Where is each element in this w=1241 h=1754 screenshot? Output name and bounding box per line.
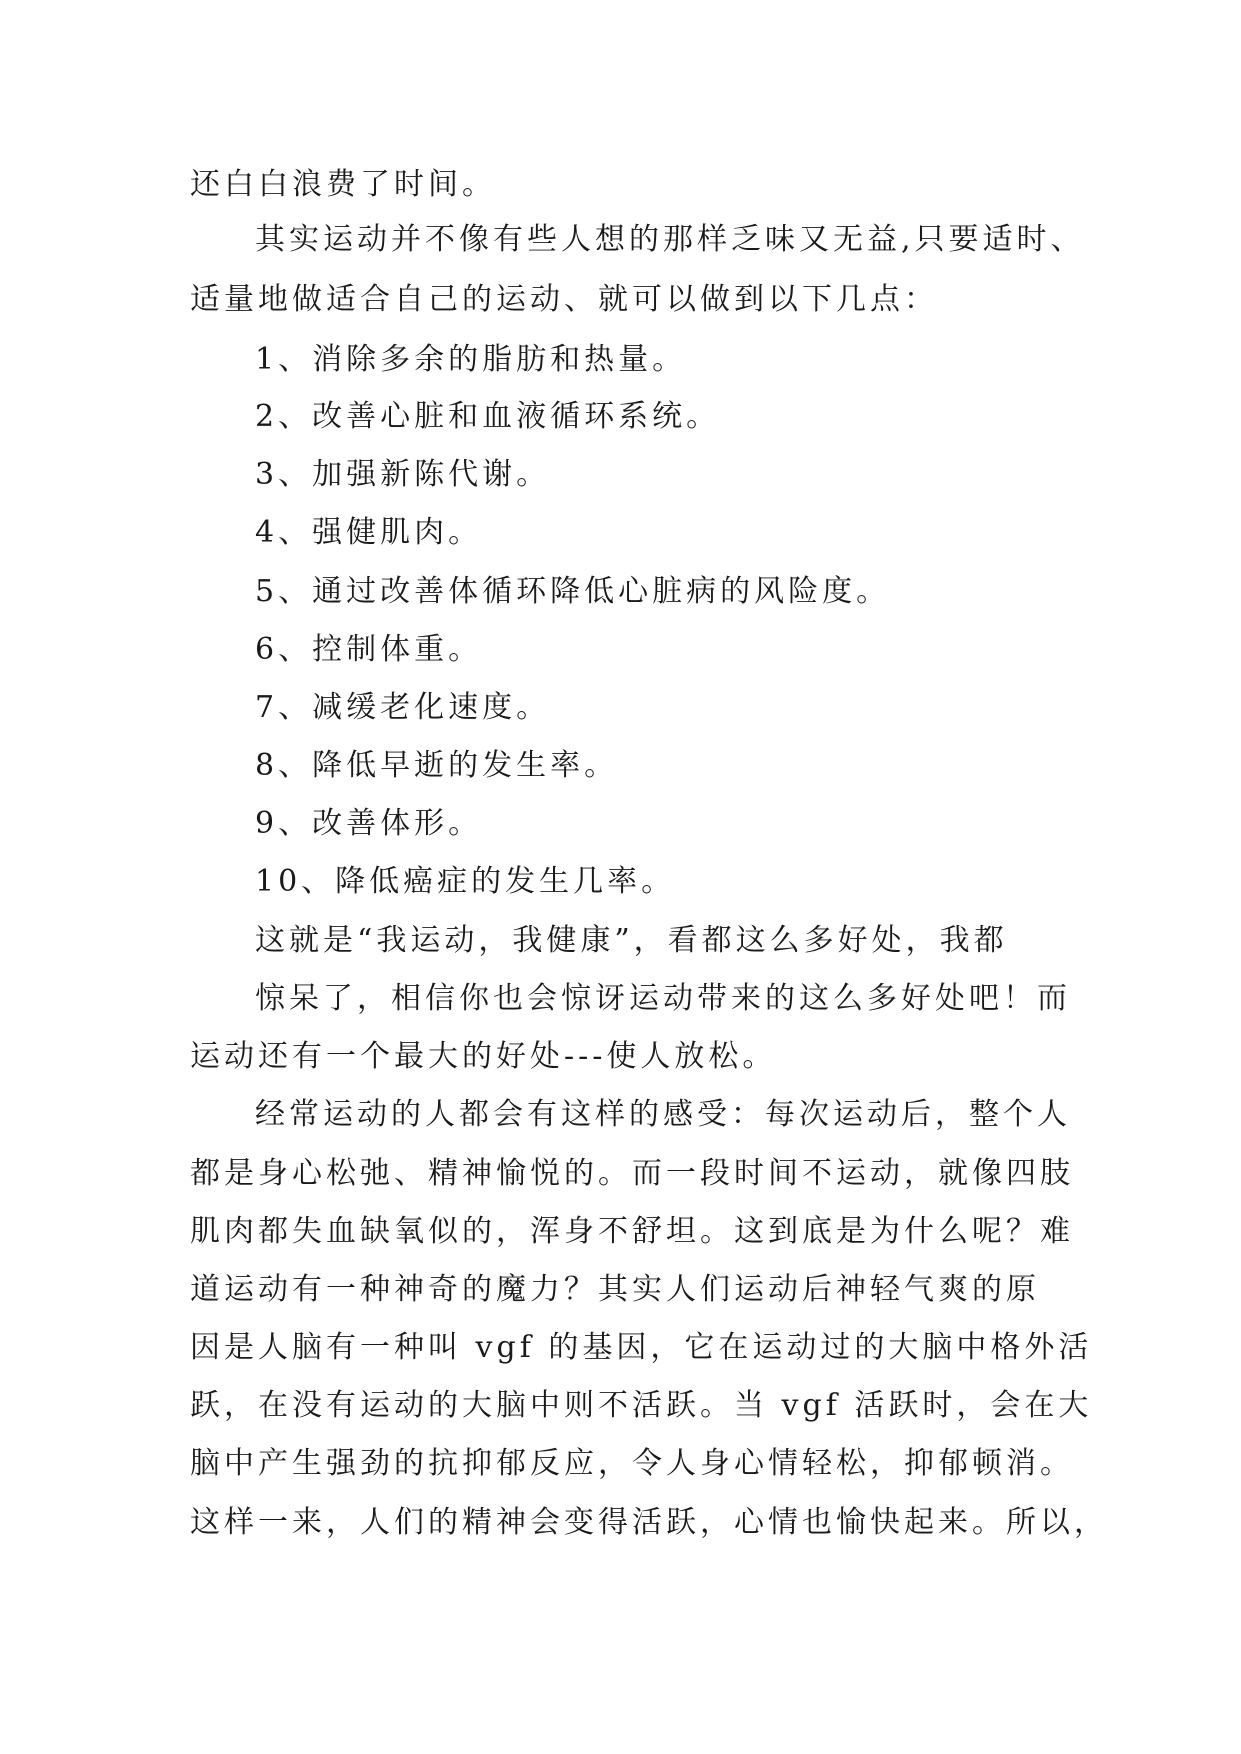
list-item: 9、改善体形。: [255, 806, 483, 841]
text-line: 经常运动的人都会有这样的感受：每次运动后，整个人: [255, 1097, 1071, 1132]
text-line: 这样一来，人们的精神会变得活跃，心情也愉快起来。所以，: [190, 1505, 1108, 1540]
text-line: 运动还有一个最大的好处---使人放松。: [190, 1039, 777, 1074]
list-item: 3、加强新陈代谢。: [255, 457, 551, 492]
list-item: 8、降低早逝的发生率。: [255, 748, 619, 783]
list-item: 4、强健肌肉。: [255, 515, 483, 550]
text-line: 惊呆了，相信你也会惊讶运动带来的这么多好处吧！而: [255, 981, 1071, 1016]
list-item: 6、控制体重。: [255, 632, 483, 667]
text-line: 肌肉都失血缺氧似的，浑身不舒坦。这到底是为什么呢？难: [190, 1214, 1074, 1249]
list-item: 5、通过改善体循环降低心脏病的风险度。: [255, 574, 891, 609]
text-line: 其实运动并不像有些人想的那样乏味又无益,只要适时、: [255, 222, 1085, 257]
text-line: 道运动有一种神奇的魔力？其实人们运动后神轻气爽的原: [190, 1272, 1040, 1307]
list-item: 2、改善心脏和血液循环系统。: [255, 399, 721, 434]
text-line: 适量地做适合自己的运动、就可以做到以下几点：: [190, 282, 938, 317]
list-item: 1、消除多余的脂肪和热量。: [255, 342, 687, 377]
text-line: 跃，在没有运动的大脑中则不活跃。当 vgf 活跃时，会在大: [190, 1388, 1093, 1423]
list-item: 7、减缓老化速度。: [255, 690, 551, 725]
text-line: 因是人脑有一种叫 vgf 的基因，它在运动过的大脑中格外活: [190, 1330, 1093, 1365]
text-line: 都是身心松弛、精神愉悦的。而一段时间不运动，就像四肢: [190, 1156, 1074, 1191]
text-line: 还白白浪费了时间。: [190, 167, 496, 202]
text-line: 脑中产生强劲的抗抑郁反应，令人身心情轻松，抑郁顿消。: [190, 1446, 1074, 1481]
text-line: 这就是“我运动，我健康”，看都这么多好处，我都: [255, 923, 1008, 958]
list-item: 10、降低癌症的发生几率。: [255, 864, 676, 899]
